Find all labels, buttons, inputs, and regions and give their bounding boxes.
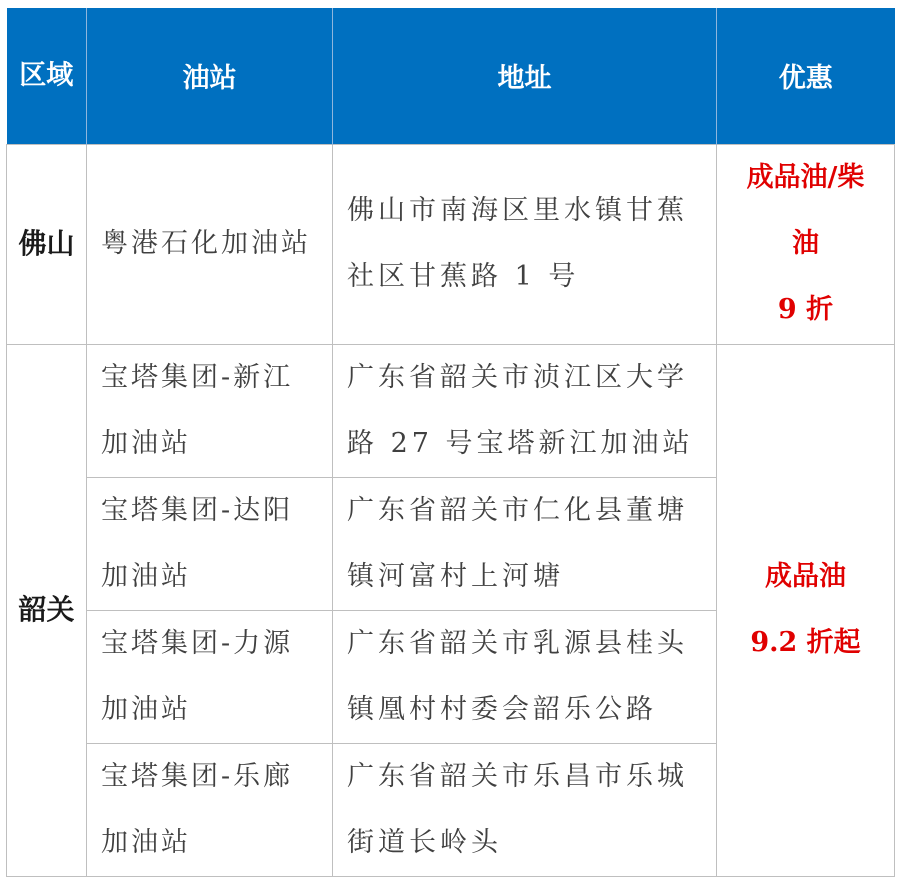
station-cell: 宝塔集团-乐廊加油站 [87,743,333,876]
discount-line: 成品油 [765,561,846,592]
table-row [7,144,895,344]
discount-line: 9.2 折起 [750,627,861,658]
header-address: 地址 [333,8,717,144]
region-cell-foshan: 佛山 [7,144,87,344]
table-header-row [7,8,895,144]
discount-line: 9 折 [777,294,834,325]
gas-station-discount-table [6,8,895,877]
station-cell: 宝塔集团-达阳加油站 [87,477,333,610]
header-discount: 优惠 [717,8,895,144]
region-cell-shaoguan: 韶关 [7,344,87,876]
header-region: 区域 [7,8,87,144]
discount-cell-foshan [717,144,895,344]
address-cell: 广东省韶关市乳源县桂头镇凰村村委会韶乐公路 [333,610,717,743]
address-cell: 佛山市南海区里水镇甘蕉社区甘蕉路 1 号 [333,144,717,344]
station-cell: 粤港石化加油站 [87,144,333,344]
discount-line: 油 [792,228,819,259]
table-row [7,344,895,477]
discount-line: 成品油/柴 [746,162,865,193]
address-cell: 广东省韶关市浈江区大学路 27 号宝塔新江加油站 [333,344,717,477]
address-cell: 广东省韶关市乐昌市乐城街道长岭头 [333,743,717,876]
station-cell: 宝塔集团-新江加油站 [87,344,333,477]
station-cell: 宝塔集团-力源加油站 [87,610,333,743]
header-station: 油站 [87,8,333,144]
address-cell: 广东省韶关市仁化县董塘镇河富村上河塘 [333,477,717,610]
discount-cell-shaoguan [717,344,895,876]
